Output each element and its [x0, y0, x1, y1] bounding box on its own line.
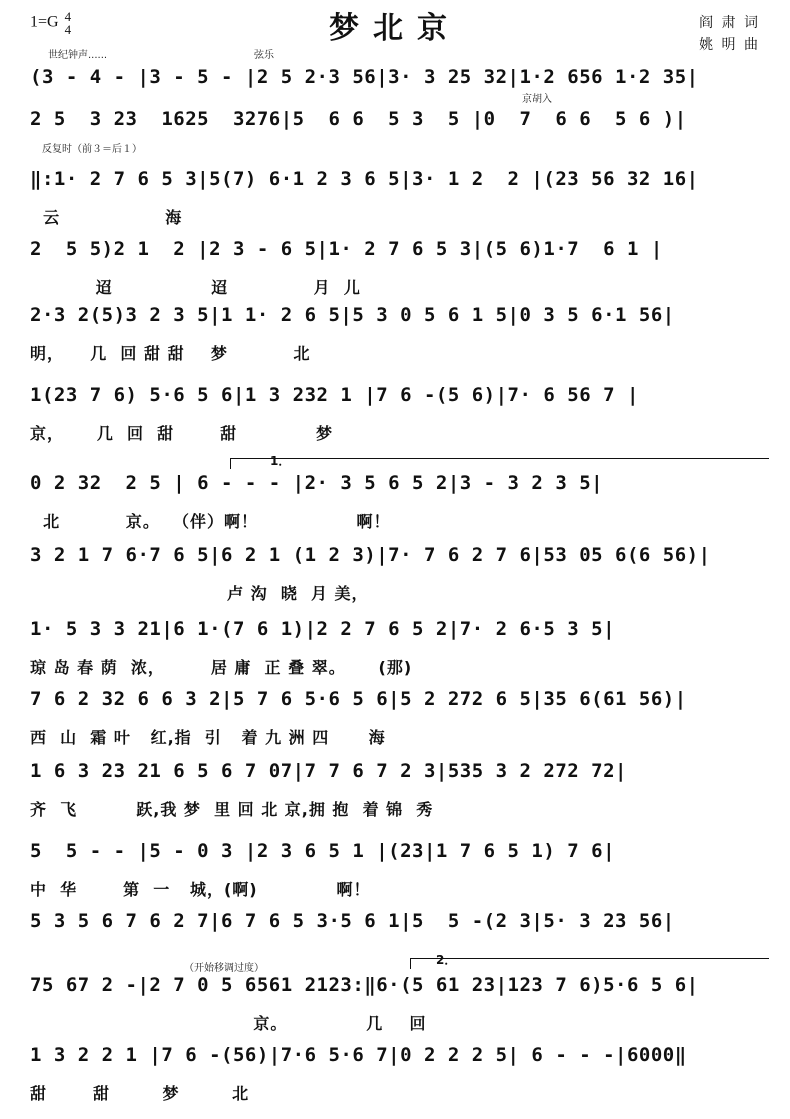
credits [699, 12, 760, 56]
lyrics-line: 云 海 [30, 208, 183, 227]
jianpu-notes: 5 3 5 6 7 6 2 7|6 7 6 5 3·5 6 1|5 5 -(2 3|5· 3 23 56| [30, 910, 675, 932]
first-ending-label: 1． [270, 454, 291, 468]
strings-note: 弦乐 [254, 50, 274, 61]
lyrics-line: 甜 甜 梦 北 [30, 1084, 250, 1103]
lyrics-line: 卢 沟 晓 月 美， [30, 584, 369, 603]
jianpu-notes: (3 - 4 - |3 - 5 - |2 5 2·3 56|3· 3 25 32|1·2 656 1·2 35| [30, 66, 699, 88]
jianpu-notes: 1 3 2 2 1 |7 6 -(56)|7·6 5·6 7|0 2 2 2 5| 6 - - -|6000‖ [30, 1044, 687, 1066]
lyrics-line: 中 华 第 一 城，(啊) 啊！ [30, 880, 371, 899]
jianpu-notes: 1· 5 3 3 21|6 1·(7 6 1)|2 2 7 6 5 2|7· 2 6·5 3 5| [30, 618, 616, 640]
lyrics-line: 北 京。 （伴）啊！ 啊！ [30, 512, 391, 531]
jianpu-notes: 2 5 5)2 1 2 |2 3 - 6 5|1· 2 7 6 5 3|(5 6)1·7 6 1 | [30, 238, 663, 260]
lyrics-line: 京， 几 回 甜 甜 梦 [30, 424, 333, 443]
modulation-note: （开始移调过度） [184, 963, 264, 974]
repeat-note: 反复时（前３＝后１） [42, 144, 142, 155]
jianpu-notes: 7 6 2 32 6 6 3 2|5 7 6 5·6 5 6|5 2 272 6 5|35 6(61 56)| [30, 688, 687, 710]
key-label: 1=G [30, 13, 59, 31]
jianpu-notes: 1(23 7 6) 5·6 5 6|1 3 232 1 |7 6 -(5 6)|7· 6 56 7 | [30, 384, 639, 406]
time-top: 4 [64, 9, 72, 24]
time-bottom: 4 [64, 22, 72, 37]
lyrics-line [30, 948, 765, 972]
jianpu-notes: 2 5 3 23 1625 3276|5 6 6 5 3 5 |0 7 6 6 5 6 )| [30, 108, 687, 130]
jianpu-notes: 5 5 - - |5 - 0 3 |2 3 6 5 1 |(23|1 7 6 5 1) 7 6| [30, 840, 616, 862]
jianpu-notes: 3 2 1 7 6·7 6 5|6 2 1 (1 2 3)|7· 7 6 2 7 6|53 05 6(6 56)| [30, 544, 711, 566]
lyrics-line: 西 山 霜 叶 红,指 引 着 九 洲 四 海 [30, 728, 386, 747]
intro-sound-note: 世纪钟声...... [48, 50, 108, 61]
song-title: 梦北京 [329, 11, 461, 46]
lyrics-line: 明， 几 回 甜 甜 梦 北 [30, 344, 311, 363]
jianpu-notes: ‖:1· 2 7 6 5 3|5(7) 6·1 2 3 6 5|3· 1 2 2 |(23 56 32 16| [30, 168, 699, 190]
jianpu-notes: 1 6 3 23 21 6 5 6 7 07|7 7 6 7 2 3|535 3 2 272 72| [30, 760, 627, 782]
lyrics-line: 齐 飞 跃,我 梦 里 回 北 京,拥 抱 着 锦 秀 [30, 800, 434, 819]
jianpu-notes: 2·3 2(5)3 2 3 5|1 1· 2 6 5|5 3 0 5 6 1 5|0 3 5 6·1 56| [30, 304, 675, 326]
lyrics-line: 迢 迢 月 儿 [30, 278, 361, 297]
lyrics-line: 京。 几 回 [30, 1014, 427, 1033]
jianpu-notes: 75 67 2 -|2 7 0 5 6561 2123:‖6·(5 61 23|123 7 6)5·6 5 6| [30, 974, 699, 996]
jinghu-note: 京胡入 [522, 94, 552, 105]
lyricist: 阎 肃 词 [699, 15, 760, 31]
lyrics-line: 琼 岛 春 荫 浓， 居 庸 正 叠 翠。 (那) [30, 658, 413, 677]
jianpu-notes: 0 2 32 2 5 | 6 - - - |2· 3 5 6 5 2|3 - 3 2 3 5| [30, 472, 604, 494]
second-ending-label: 2． [436, 953, 457, 967]
composer: 姚 明 曲 [699, 37, 760, 53]
